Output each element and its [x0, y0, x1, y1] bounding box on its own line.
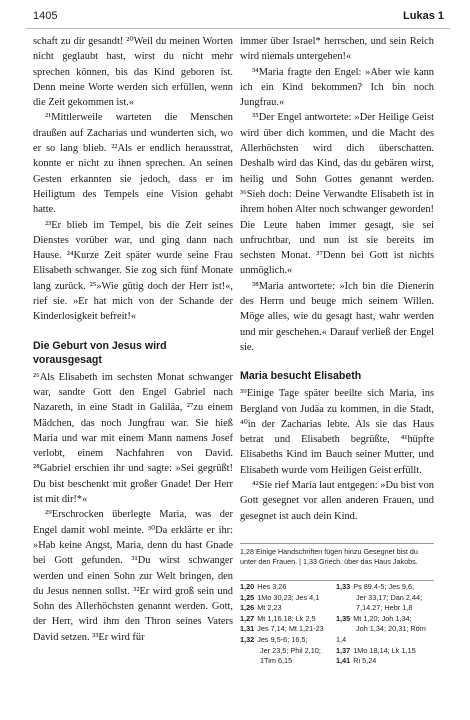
crossref-row	[336, 624, 428, 645]
crossref-verse: 1,37	[336, 645, 351, 655]
paragraph: schaft zu dir gesandt! ²⁰Weil du meinen Worten nicht geglaubt hast, wirst du nicht mehr sprechen können, bis das Kind geboren ist. Denn meine Worte werden sich erfüllen, wenn die Zeit gekommen ist.«	[33, 36, 233, 109]
crossref-verse: 1,25	[240, 592, 255, 602]
header-rule	[26, 28, 450, 29]
crossref-row	[240, 582, 332, 593]
crossref-row	[336, 593, 428, 604]
paragraph: ²⁹Erschrocken überlegte Maria, was der Engel damit wohl meinte. ³⁰Da erklärte er ihr: »Hab keine Angst, Maria, denn du hast Gnade bei Gott gefunden. ³¹Du wirst schwanger werden und einen Sohn zur Welt bringen, den du Jesus nennen sollst. ³²Er wird groß sein und Sohn des Allerhöchsten genannt werden. Gott, der Herr, wird ihm den Thron seines Vaters David setzen. ³³Er wird für	[33, 509, 233, 643]
crossref-text: 7,14.27; Hebr 1,8	[356, 603, 413, 613]
crossref-text: 1Tim 6,15	[260, 656, 293, 666]
paragraph: ³⁴Maria fragte den Engel: »Aber wie kann ich ein Kind bekommen? Ich bin noch Jungfrau.«	[240, 66, 434, 109]
crossref-row	[240, 624, 332, 635]
paragraph: immer über Israel* herrschen, und sein Reich wird niemals untergehen!«	[240, 36, 434, 63]
crossref-verse: 1,26	[240, 603, 255, 613]
footnotes	[240, 543, 434, 567]
section-heading: Die Geburt von Jesus wird vorausgesagt	[33, 339, 167, 366]
crossref-text: Mt 2,23	[257, 603, 282, 613]
crossref-verse: 1,31	[240, 624, 255, 634]
crossref-row	[336, 582, 428, 593]
left-text-column	[33, 34, 233, 645]
crossref-text: Jer 23,5; Phil 2,10;	[260, 645, 321, 655]
crossref-row	[240, 603, 332, 614]
crossref-text: Ri 5,24	[353, 656, 377, 666]
crossref-text: Mt 1,16.18; Lk 2,5	[257, 613, 316, 623]
crossref-row	[240, 656, 332, 667]
section-heading: Maria besucht Elisabeth	[240, 370, 362, 383]
crossref-row	[336, 656, 428, 667]
crossref-text: 1Mo 18,14; Lk 1,15	[353, 645, 416, 655]
crossref-text: Hes 3,26	[257, 582, 287, 591]
crossref-verse: 1,20	[240, 582, 255, 591]
crossref-text: Mt 1,20; Joh 1,34;	[353, 613, 412, 623]
crossref-text: 1Mo 30,23; Jes 4,1	[257, 592, 320, 602]
crossref-verse: 1,41	[336, 656, 351, 666]
crossref-column-a	[240, 582, 332, 667]
paragraph: ³⁵Der Engel antwortete: »Der Heilige Geist wird über dich kommen, und die Macht des Allerhöchsten wird dich überschatten. Deshalb wird das Kind, das du gebären wirst, heilig und Sohn Gottes genannt werden. ³⁶Sieh doch: Deine Verwandte Elisabeth ist in ihrem hohen Alter noch schwanger geworden! Die Leute haben immer gesagt, sie sei unfruchtbar, und nun ist sie bereits im sechsten Monat. ³⁷Denn bei Gott ist nichts unmöglich.«	[240, 112, 434, 277]
paragraph: ²³Er blieb im Tempel, bis die Zeit seines Dienstes vorüber war, und ging dann nach Hause. ²⁴Kurze Zeit später wurde seine Frau Elisabeth schwanger. Sie zog sich fünf Monate lang zurück. ²⁵»Wie gütig doch der Herr ist!«, rief sie. »Er hat mich von der Schande der Kinderlosigkeit befreit!«	[33, 219, 233, 323]
right-text-column	[240, 34, 434, 524]
crossref-column-b	[336, 582, 428, 667]
crossref-text: Ps 89,4-5; Jes 9,6;	[353, 582, 415, 591]
crossref-verse: 1,32	[240, 634, 255, 644]
paragraph: ⁴²Sie rief Maria laut entgegen: »Du bist von Gott gesegnet vor allen anderen Frauen, und gesegnet ist auch dein Kind.	[240, 480, 434, 522]
crossref-verse: 1,27	[240, 613, 255, 623]
crossref-text: Jes 7,14; Mt 1,21-23	[257, 624, 324, 634]
crossref-row	[240, 614, 332, 625]
footnote-text: 1,28 Einige Handschriften fügen hinzu Gesegnet bist du unter den Frauen. | 1,33 Griech. über das Haus Jakobs.	[240, 547, 418, 566]
paragraph: ³⁹Einige Tage später beeilte sich Maria, ins Bergland von Judäa zu kommen, in die Stadt, ⁴⁰in der Zacharias lebte. Als sie das Haus betrat und Elisabeth begrüßte, ⁴¹hüpfte Elisabeths Kind im Bauch seiner Mutter, und Elisabeth wurde vom Heiligen Geist erfüllt.	[240, 388, 434, 476]
crossref-row	[336, 646, 428, 657]
crossref-text: Joh 1,34; 20,31; Röm 1,4	[336, 624, 426, 644]
crossref-verse: 1,35	[336, 613, 351, 623]
book-chapter-title: Lukas 1	[403, 10, 444, 22]
page-number: 1405	[33, 10, 58, 22]
crossref-row	[240, 646, 332, 657]
paragraph: ²¹Mittlerweile warteten die Menschen draußen auf Zacharias und wunderten sich, wo er so lang blieb. ²²Als er endlich herausstrat, konnte er nicht zu ihnen sprechen. An seinen Gesten erkannten sie jedoch, dass er im Heiligtum des Tempels eine Vision gehabt hatte.	[33, 112, 233, 216]
paragraph: ²⁶Als Elisabeth im sechsten Monat schwanger war, sandte Gott den Engel Gabriel nach Nazareth, in eine Stadt in Galiläa, ²⁷zu einem Mädchen, das noch Jungfrau war. Sie hieß Maria und war mit einem Mann namens Josef verlobt, einem Nachfahren von David. ²⁸Gabriel erschien ihr und sagte: »Sei gegrüßt! Du bist beschenkt mit großer Gnade! Der Herr ist mit dir!*«	[33, 371, 233, 506]
crossref-text: Jes 9,5-6; 16,5;	[257, 634, 308, 644]
crossref-rule	[240, 580, 434, 581]
crossref-row	[336, 614, 428, 625]
paragraph: ³⁸Maria antwortete: »Ich bin die Dienerin des Herrn und beuge mich seinem Willen. Möge alles, wie du gesagt hast, wahr werden und mir geschehen.« Darauf verließ der Engel sie.	[240, 280, 434, 353]
crossref-row	[336, 603, 428, 614]
crossref-row	[240, 593, 332, 604]
crossref-verse: 1,33	[336, 582, 351, 591]
crossref-row	[240, 635, 332, 646]
crossref-text: Jer 33,17; Dan 2,44;	[356, 592, 423, 602]
